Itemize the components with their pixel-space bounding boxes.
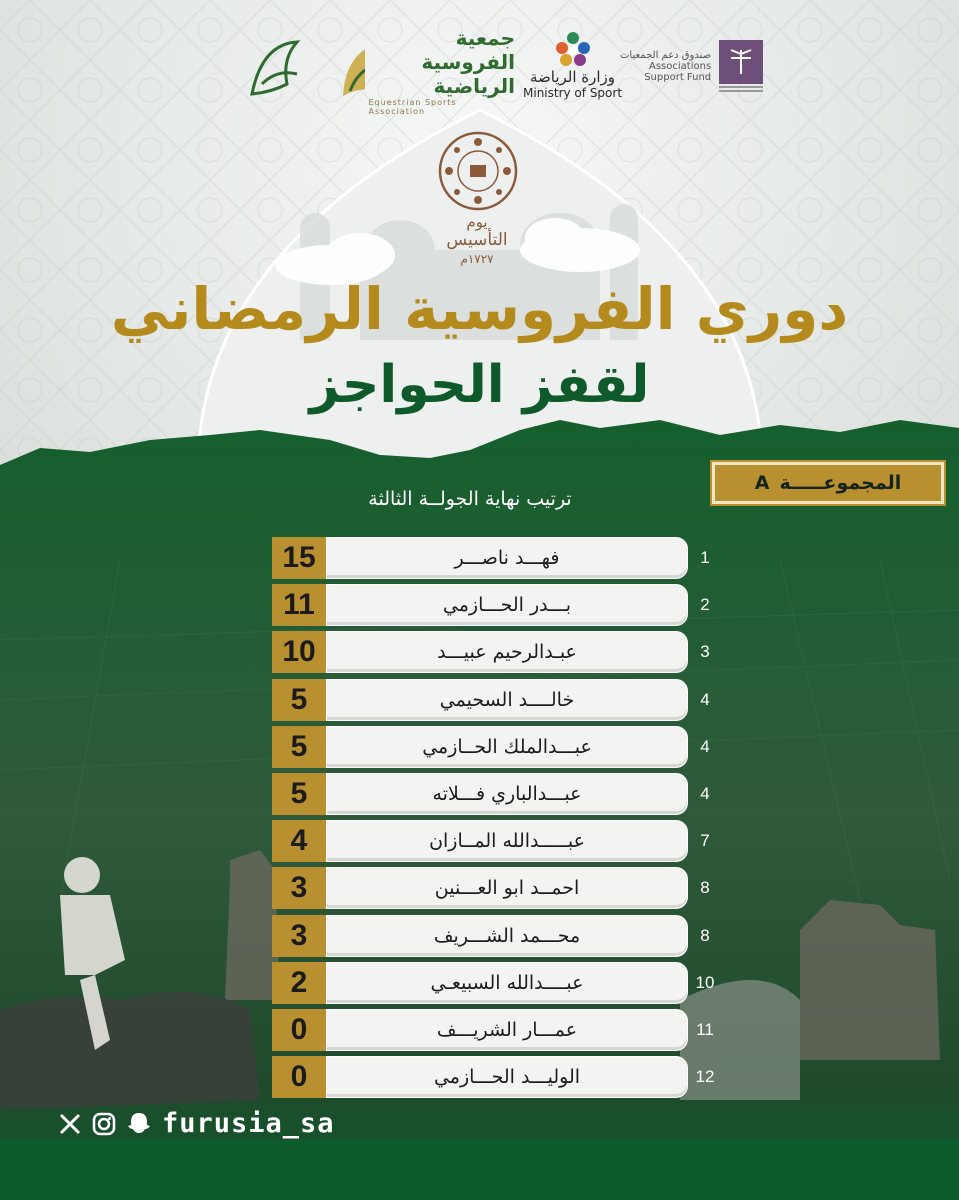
social-bar: [58, 1108, 335, 1139]
score-cell: 5: [272, 773, 326, 815]
rider-name-cell: احمــد ابو العـــنين: [326, 867, 688, 909]
ministry-of-sport-logo: وزارة الرياضة Ministry of Sport: [523, 30, 622, 100]
table-row: [272, 726, 717, 768]
rider-name-cell: عمـــار الشريـــف: [326, 1009, 688, 1051]
rank-cell: 8: [700, 925, 710, 945]
page-title: دوري الفروسية الرمضاني: [110, 275, 849, 343]
table-row: [272, 962, 717, 1004]
rider-name-cell: عبـــدالملك الحــازمي: [326, 726, 688, 768]
social-handle[interactable]: furusia_sa: [162, 1108, 335, 1139]
table-row: [272, 820, 717, 862]
instagram-icon[interactable]: [92, 1112, 116, 1136]
support-fund-logo: صندوق دعم الجمعيات Associations Support Fund: [620, 40, 765, 92]
rider-name-cell: محـــمد الشـــريف: [326, 915, 688, 957]
score-cell: 5: [272, 726, 326, 768]
group-label: المجموعـــــة: [779, 472, 902, 494]
rider-name-cell: عبـــدالباري فـــلاته: [326, 773, 688, 815]
score-cell: 0: [272, 1056, 326, 1098]
rank-cell: 10: [695, 972, 715, 992]
score-cell: 3: [272, 867, 326, 909]
rank-cell: 8: [700, 878, 710, 898]
rank-cell: 7: [700, 831, 710, 851]
score-cell: 10: [272, 631, 326, 673]
rider-name-cell: عبـــــدالله المــازان: [326, 820, 688, 862]
rider-name-cell: عبــــدالله السبيعـي: [326, 962, 688, 1004]
founding-day-label: يوم: [466, 213, 488, 231]
table-row: [272, 867, 717, 909]
rank-cell: 1: [700, 548, 710, 567]
table-row: [272, 584, 717, 626]
founding-day-year: ١٧٢٧م: [460, 252, 494, 266]
group-badge: [712, 462, 944, 504]
table-row: [272, 679, 717, 721]
rank-cell: 3: [700, 642, 710, 662]
table-row: [272, 915, 717, 957]
rank-cell: 4: [700, 689, 710, 709]
snapchat-icon[interactable]: [126, 1111, 152, 1137]
table-row: [272, 773, 717, 815]
score-cell: 5: [272, 679, 326, 721]
rank-cell: 4: [700, 736, 710, 756]
rank-cell: 12: [695, 1067, 715, 1087]
table-row: [272, 1056, 717, 1098]
rider-name-cell: عبـدالرحيم عبيـــد: [326, 631, 688, 673]
rider-name-cell: فهـــد ناصـــر: [326, 537, 688, 579]
x-icon[interactable]: [58, 1112, 82, 1136]
rider-name-cell: الوليـــد الحـــازمي: [326, 1056, 688, 1098]
score-cell: 4: [272, 820, 326, 862]
rank-cell: 2: [700, 595, 710, 615]
group-letter: A: [754, 472, 770, 494]
score-cell: 3: [272, 915, 326, 957]
rider-name-cell: بـــدر الحـــازمي: [326, 584, 688, 626]
rank-cell: 11: [696, 1020, 714, 1039]
page-subtitle: لقفز الحواجز: [309, 355, 650, 415]
table-row: [272, 1009, 717, 1051]
score-cell: 2: [272, 962, 326, 1004]
table-row: [272, 631, 717, 673]
rider-name-cell: خالــــد السحيمي: [326, 679, 688, 721]
score-cell: 11: [272, 584, 326, 626]
founding-day-label-2: التأسيس: [446, 230, 508, 250]
score-cell: 0: [272, 1009, 326, 1051]
score-cell: 15: [272, 537, 326, 579]
table-row: [272, 537, 717, 579]
standings-title: ترتيب نهاية الجولــة الثالثة: [368, 488, 572, 510]
equestrian-association-logo: جمعية الفروسية الرياضية Equestrian Sports Association: [335, 36, 515, 106]
rank-cell: 4: [700, 784, 710, 803]
